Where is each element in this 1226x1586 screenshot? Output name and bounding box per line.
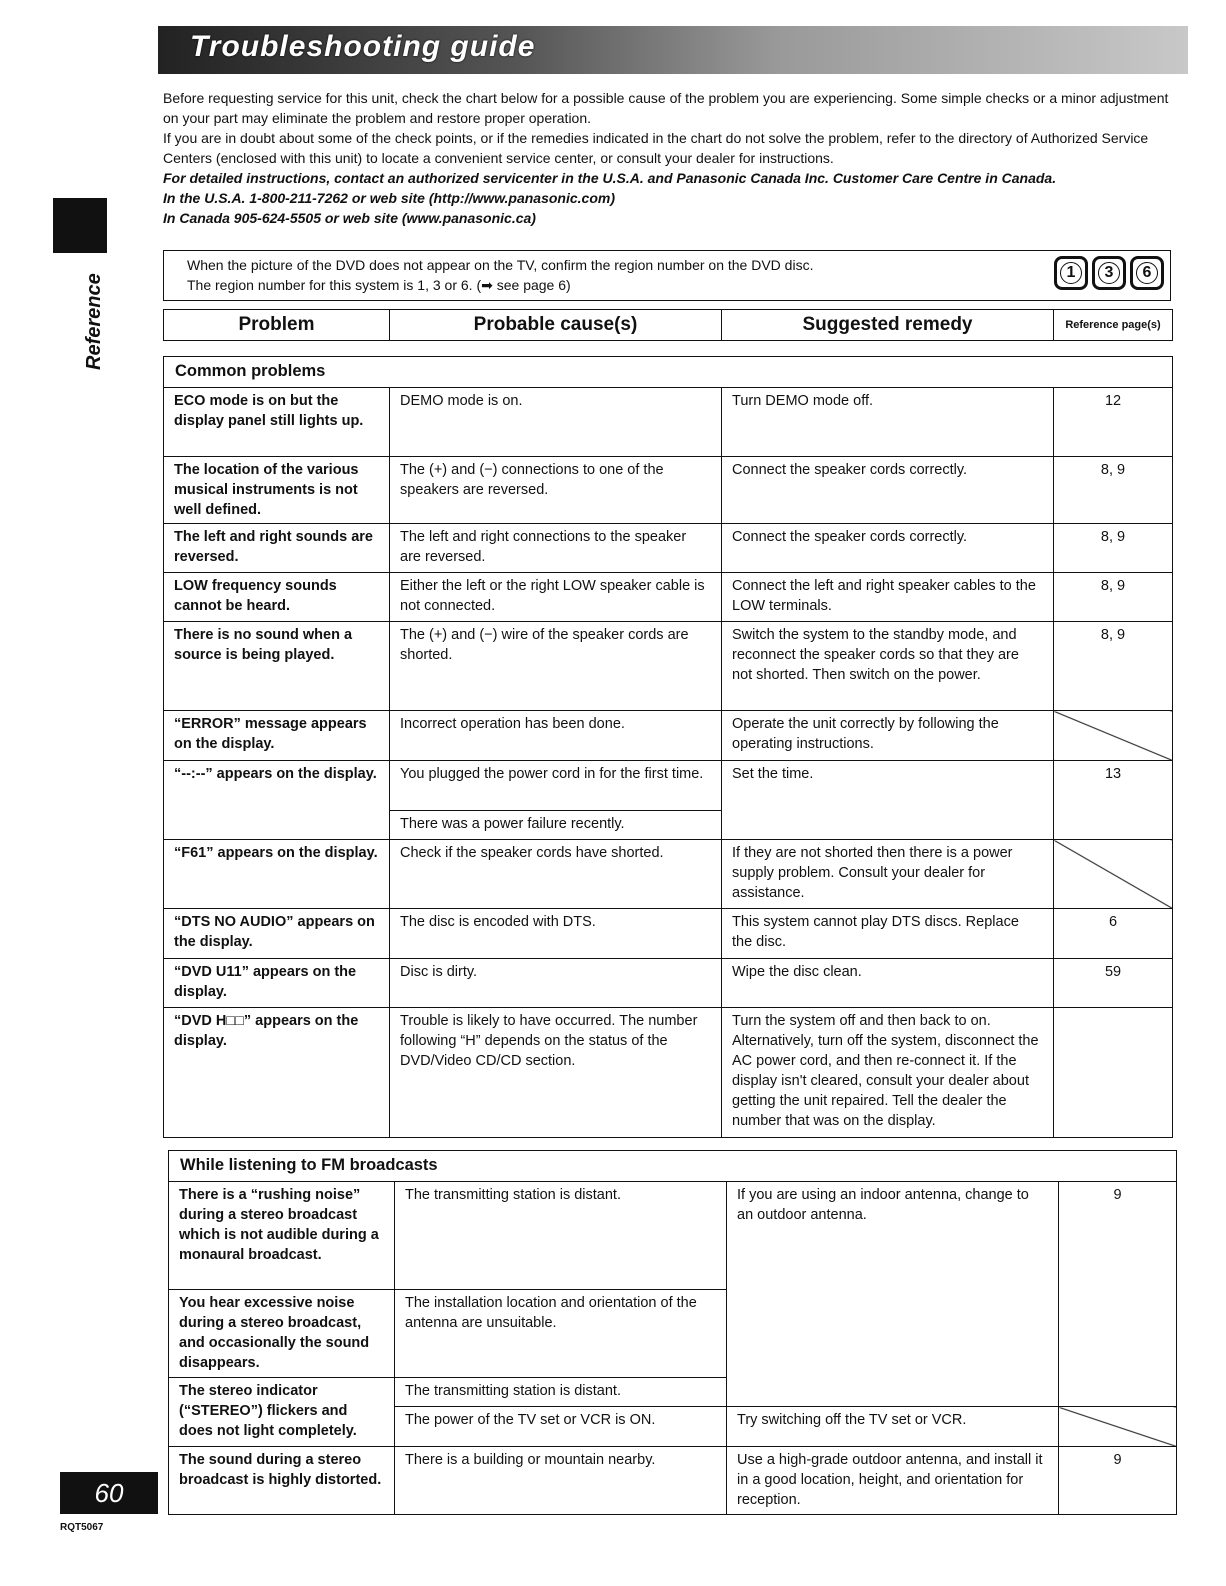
region-1-icon: 1 xyxy=(1054,256,1088,290)
page-title: Troubleshooting guide xyxy=(190,30,536,63)
doc-code: RQT5067 xyxy=(60,1522,104,1533)
remedy: Connect the left and right speaker cables to the LOW terminals. xyxy=(722,573,1054,622)
cause: Incorrect operation has been done. xyxy=(390,711,722,761)
intro-text: If you are in doubt about some of the check points, or if the remedies indicated in the chart do not solve the problem, refer to the directory of Authorized Service Centers (enclosed with this unit) to locate a convenient service center, or consult your dealer for instructions. xyxy=(163,130,1149,166)
ref-none xyxy=(1054,711,1173,761)
problem: There is no sound when a source is being played. xyxy=(164,622,390,711)
remedy: Operate the unit correctly by following the operating instructions. xyxy=(722,711,1054,761)
remedy: This system cannot play DTS discs. Replace the disc. xyxy=(722,909,1054,959)
remedy: Connect the speaker cords correctly. xyxy=(722,457,1054,524)
header-cause: Probable cause(s) xyxy=(390,310,722,341)
remedy: Wipe the disc clean. xyxy=(722,959,1054,1008)
problem: The sound during a stereo broadcast is highly distorted. xyxy=(169,1447,395,1515)
contact-text: For detailed instructions, contact an authorized servicenter in the U.S.A. and Panasonic Canada Inc. Customer Care Centre in Canada. xyxy=(163,170,1057,186)
region-text: The region number for this system is 1, 3 or 6. (➡ see page 6) xyxy=(187,277,571,293)
cause: Disc is dirty. xyxy=(390,959,722,1008)
ref-page: 6 xyxy=(1054,909,1173,959)
ref-page: 59 xyxy=(1054,959,1173,1008)
table-row xyxy=(164,573,1173,622)
common-problems-table xyxy=(163,356,1173,1138)
cause: Trouble is likely to have occurred. The number following “H” depends on the status of the DVD/Video CD/CD section. xyxy=(390,1008,722,1138)
page-number: 60 xyxy=(60,1472,158,1514)
table-row xyxy=(164,959,1173,1008)
side-label: Reference xyxy=(83,273,105,370)
ref-none xyxy=(1059,1407,1177,1447)
contact-canada: In Canada 905-624-5505 or web site (www.panasonic.ca) xyxy=(163,210,536,226)
cause: Check if the speaker cords have shorted. xyxy=(390,840,722,909)
ref-page: 8, 9 xyxy=(1054,622,1173,711)
title-banner xyxy=(158,26,1188,74)
cause: You plugged the power cord in for the first time. xyxy=(390,761,722,811)
problem: The left and right sounds are reversed. xyxy=(164,524,390,573)
column-headers xyxy=(163,309,1173,341)
contact-usa: In the U.S.A. 1-800-211-7262 or web site (http://www.panasonic.com) xyxy=(163,190,615,206)
problem: “DVD U11” appears on the display. xyxy=(164,959,390,1008)
region-6-icon: 6 xyxy=(1130,256,1164,290)
cause: The transmitting station is distant. xyxy=(395,1182,727,1290)
header-problem: Problem xyxy=(164,310,390,341)
section-marker xyxy=(53,198,107,253)
section-title: Common problems xyxy=(164,357,1173,388)
remedy: Turn the system off and then back to on. Alternatively, turn off the system, disconnect the AC power cord, and then re-connect it. If the display isn't cleared, consult your dealer about getting the unit repaired. Tell the dealer the number that was on the display. xyxy=(722,1008,1054,1138)
problem: “DVD H□□” appears on the display. xyxy=(164,1008,390,1138)
ref-page: 8, 9 xyxy=(1054,524,1173,573)
problem: The stereo indicator (“STEREO”) flickers and does not light completely. xyxy=(169,1378,395,1447)
table-row xyxy=(164,761,1173,811)
table-row xyxy=(164,524,1173,573)
problem: LOW frequency sounds cannot be heard. xyxy=(164,573,390,622)
ref-page xyxy=(1054,1008,1173,1138)
section-title: While listening to FM broadcasts xyxy=(169,1151,1177,1182)
ref-page: 9 xyxy=(1059,1182,1177,1407)
problem: “F61” appears on the display. xyxy=(164,840,390,909)
header-remedy: Suggested remedy xyxy=(722,310,1054,341)
ref-page: 9 xyxy=(1059,1447,1177,1515)
problem: You hear excessive noise during a stereo broadcast, and occasionally the sound disappears. xyxy=(169,1290,395,1378)
cause: The transmitting station is distant. xyxy=(395,1378,727,1407)
cause: The (+) and (−) wire of the speaker cords are shorted. xyxy=(390,622,722,711)
table-row xyxy=(164,622,1173,711)
cause: Either the left or the right LOW speaker cable is not connected. xyxy=(390,573,722,622)
problem: The location of the various musical instruments is not well defined. xyxy=(164,457,390,524)
remedy: If they are not shorted then there is a power supply problem. Consult your dealer for assistance. xyxy=(722,840,1054,909)
cause: There is a building or mountain nearby. xyxy=(395,1447,727,1515)
intro xyxy=(163,88,1173,228)
table-row xyxy=(164,909,1173,959)
remedy: Try switching off the TV set or VCR. xyxy=(727,1407,1059,1447)
problem: “DTS NO AUDIO” appears on the display. xyxy=(164,909,390,959)
cause: The (+) and (−) connections to one of the speakers are reversed. xyxy=(390,457,722,524)
problem: ECO mode is on but the display panel still lights up. xyxy=(164,388,390,457)
fm-problems-table xyxy=(168,1150,1177,1515)
ref-page: 12 xyxy=(1054,388,1173,457)
table-row xyxy=(164,1008,1173,1138)
ref-page: 8, 9 xyxy=(1054,457,1173,524)
remedy: Use a high-grade outdoor antenna, and install it in a good location, height, and orientation for reception. xyxy=(727,1447,1059,1515)
problem: There is a “rushing noise” during a stereo broadcast which is not audible during a monaural broadcast. xyxy=(169,1182,395,1290)
remedy: Connect the speaker cords correctly. xyxy=(722,524,1054,573)
table-row xyxy=(164,388,1173,457)
region-text: When the picture of the DVD does not appear on the TV, confirm the region number on the DVD disc. xyxy=(187,257,814,273)
problem: “--:--” appears on the display. xyxy=(164,761,390,840)
remedy: If you are using an indoor antenna, change to an outdoor antenna. xyxy=(727,1182,1059,1407)
ref-none xyxy=(1054,840,1173,909)
cause: There was a power failure recently. xyxy=(390,811,722,840)
table-row xyxy=(164,457,1173,524)
cause: The left and right connections to the speaker are reversed. xyxy=(390,524,722,573)
table-row xyxy=(164,711,1173,761)
remedy: Turn DEMO mode off. xyxy=(722,388,1054,457)
cause: The disc is encoded with DTS. xyxy=(390,909,722,959)
remedy: Set the time. xyxy=(722,761,1054,840)
region-3-icon: 3 xyxy=(1092,256,1126,290)
remedy: Switch the system to the standby mode, and reconnect the speaker cords so that they are not shorted. Then switch on the power. xyxy=(722,622,1054,711)
cause: The installation location and orientation of the antenna are unsuitable. xyxy=(395,1290,727,1378)
header-ref: Reference page(s) xyxy=(1054,310,1173,341)
cause: The power of the TV set or VCR is ON. xyxy=(395,1407,727,1447)
problem: “ERROR” message appears on the display. xyxy=(164,711,390,761)
ref-page: 13 xyxy=(1054,761,1173,840)
cause: DEMO mode is on. xyxy=(390,388,722,457)
intro-text: Before requesting service for this unit, check the chart below for a possible cause of the problem you are experiencing. Some simple checks or a minor adjustment on your part may eliminate the problem and restore proper operation. xyxy=(163,90,1169,126)
table-row xyxy=(164,840,1173,909)
ref-page: 8, 9 xyxy=(1054,573,1173,622)
region-note xyxy=(163,250,1171,301)
